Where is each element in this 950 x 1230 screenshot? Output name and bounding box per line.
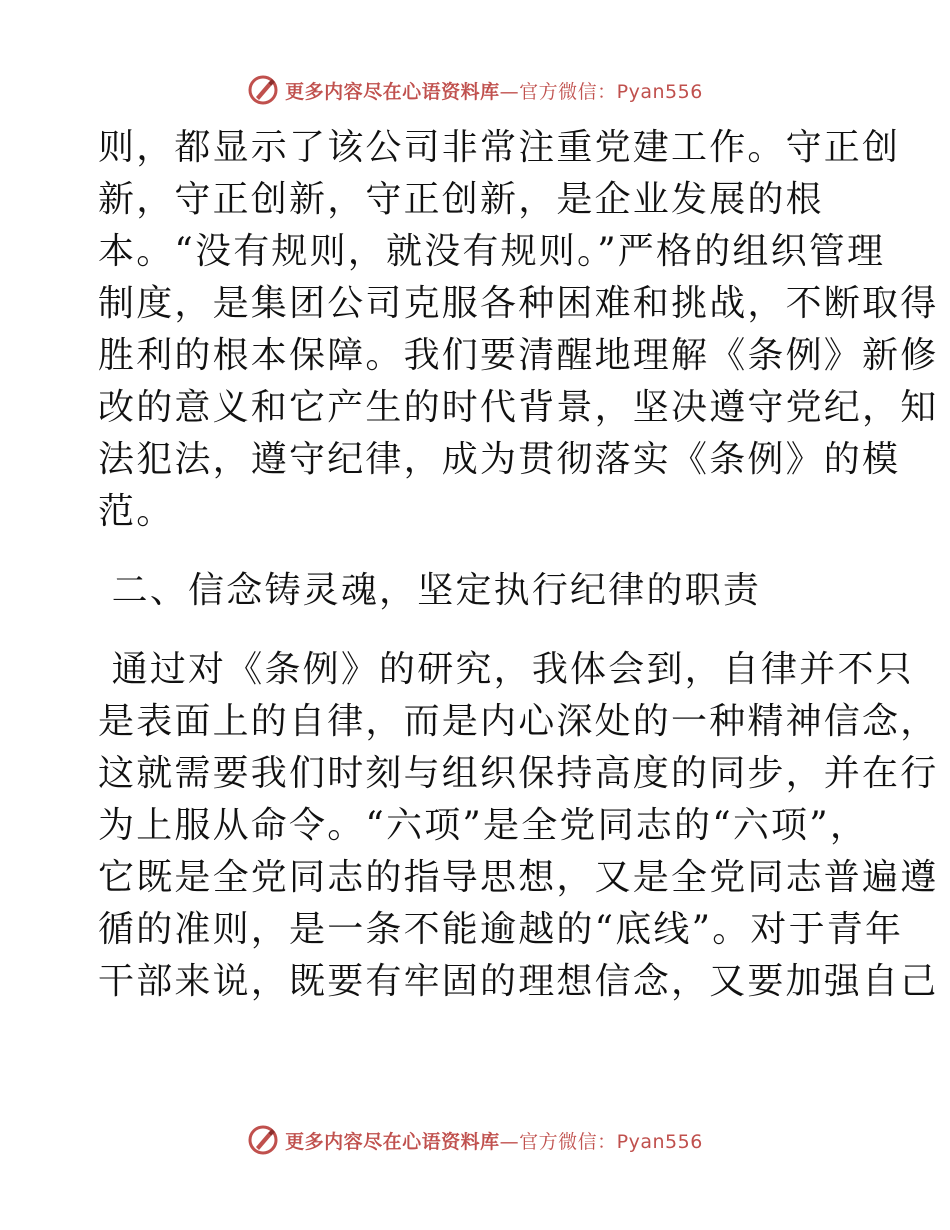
text-line: 通过对《条例》的研究，我体会到，自律并不只 [98,649,914,690]
text-line: 这就需要我们时刻与组织保持高度的同步，并在行 [98,753,939,794]
text-line: 改的意义和它产生的时代背景，坚决遵守党纪，知 [98,387,939,428]
text-line: 是表面上的自律，而是内心深处的一种精神信念， [98,701,939,742]
document-body [98,122,939,1008]
text-line: 为上服从命令。“六项”是全党同志的“六项”， [98,805,869,846]
section-heading [98,565,858,617]
text-line: 本。“没有规则，就没有规则。”严格的组织管理 [98,231,886,272]
text-line: 则，都显示了该公司非常注重党建工作。守正创 [98,127,901,168]
text-line: 胜利的根本保障。我们要清醒地理解《条例》新修 [98,335,939,376]
text-line: 干部来说，既要有牢固的理想信念，又要加强自己 [98,961,939,1002]
text-line: 范。 [98,491,175,532]
watermark-text: 更多内容尽在心语资料库—官方微信：Pyan556 [285,1130,703,1153]
footer-watermark [0,1122,950,1158]
section-heading-text: 二、信念铸灵魂，坚定执行纪律的职责 [98,570,762,611]
text-line: 它既是全党同志的指导思想，又是全党同志普遍遵 [98,857,939,898]
header-watermark [0,72,950,108]
text-line: 法犯法，遵守纪律，成为贯彻落实《条例》的模 [98,439,901,480]
text-line: 新，守正创新，守正创新，是企业发展的根 [98,179,824,220]
text-line: 循的准则，是一条不能逾越的“底线”。对于青年 [98,909,904,950]
watermark-text: 更多内容尽在心语资料库—官方微信：Pyan556 [285,80,703,103]
pen-logo-icon [247,74,279,106]
text-line: 制度，是集团公司克服各种困难和挑战，不断取得 [98,283,939,324]
pen-logo-icon [247,1124,279,1156]
paragraph-1 [98,122,939,538]
paragraph-2 [98,644,939,1008]
